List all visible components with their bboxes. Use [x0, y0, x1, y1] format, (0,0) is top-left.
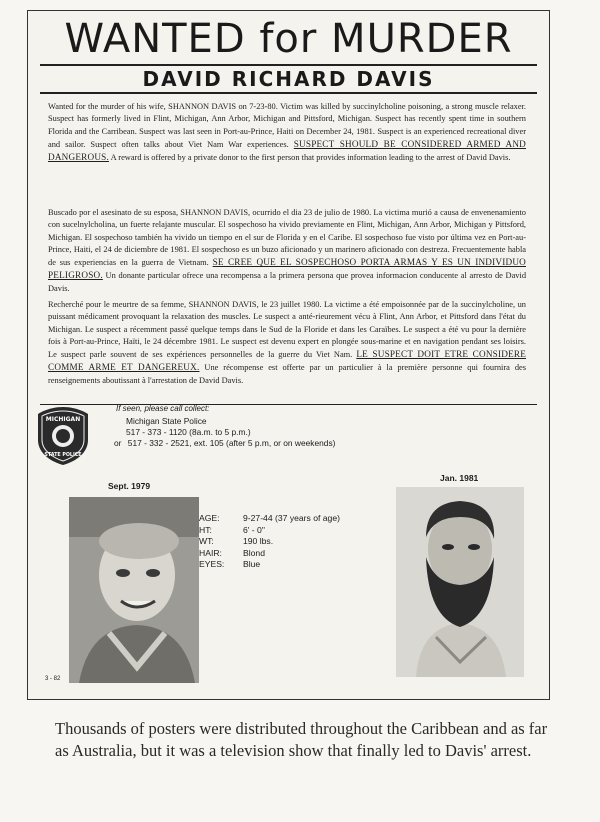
- photo-left-date: Sept. 1979: [108, 481, 151, 491]
- photo-right-date: Jan. 1981: [440, 473, 479, 483]
- police-phone-night: 517 - 332 - 2521, ext. 105 (after 5 p.m, or on weekends): [127, 438, 336, 448]
- spanish-warning: SE CREE QUE EL SOSPECHOSO PORTA ARMAS Y ES UN INDIVIDUO PELIGROSO.: [48, 257, 526, 281]
- stat-age: AGE: 9-27-44 (37 years of age): [199, 513, 340, 523]
- suspect-description: [199, 513, 340, 571]
- contact-block: [36, 404, 506, 474]
- english-paragraph: [48, 101, 526, 164]
- headline-rule: [40, 64, 537, 66]
- svg-text:STATE POLICE: STATE POLICE: [44, 453, 82, 458]
- svg-text:MICHIGAN: MICHIGAN: [45, 416, 81, 423]
- phone-or-label: or: [114, 438, 122, 448]
- suspect-photo-1979: [69, 497, 199, 683]
- book-caption: Thousands of posters were distributed throughout the Caribbean and as far as Australia, but it was a television show that finally led to Davis' arrest.: [55, 719, 548, 760]
- police-agency: Michigan State Police: [126, 416, 207, 426]
- michigan-state-police-seal-icon: [36, 406, 90, 466]
- suspect-name: DAVID RICHARD DAVIS: [142, 67, 435, 91]
- spanish-paragraph: [48, 207, 526, 295]
- stat-eyes: EYES: Blue: [199, 559, 261, 570]
- stat-hair: HAIR: Blond: [199, 547, 265, 558]
- french-text: Recherché pour le meurtre de sa femme, SHANNON DAVIS, le 23 juillet 1980. La victime a été empoisonnée par de la succinylcholine, un puissant médicament provoquant la relaxation des muscles. Le suspect a anté-rieurement vécu à Flint, Ann Arbor, et Pittsford dans l'état du Michigan. Le suspect a récemment passé quelque temps dans le Sud de la Floride et dans les Caraïbes. Le suspect a été vu pour la dernière fois à Port-au-Prince, Haïti, le 24 décembre 1981. Le suspect est devenu expert en plongée sous-marine et en navigation pendant ses loisirs. Le suspect parle souvent de ses expériences personnelles de la guerre du Viet Nam.: [48, 300, 526, 360]
- spanish-text: Buscado por el asesinato de su esposa, SHANNON DAVIS, ocurrido el dia 23 de julio de 1980. La victima murió a causa de envenenamiento con sucelnylcholina, un fuerte relajante muscular. El sospechoso ha vivido previamente en Flint, Michigan, Ann Arbor, Michigan y Pittsford, Michigan. El sospechoso también ha vivido un tiempo en el sur de Florida y en el Caribe. El sospechoso fue visto por última vez en Port-au-Prince, Haiti, el 24 de diciembre de 1981. El sospechoso es un buzo aficionado y un marinero aficionado con destreza. Frecuentemente habla de sus experiencias en la guerra de Vietnam.: [48, 208, 526, 268]
- police-phone-day: 517 - 373 - 1120 (8a.m. to 5 p.m.): [126, 427, 251, 437]
- name-rule: [40, 92, 537, 94]
- police-contact: [114, 416, 336, 449]
- stat-weight: WT: 190 lbs.: [199, 536, 274, 547]
- english-warning: SUSPECT SHOULD BE CONSIDERED ARMED AND DANGEROUS.: [48, 138, 526, 163]
- police-phone-night-row: [114, 438, 335, 449]
- english-text: Wanted for the murder of his wife, SHANNON DAVIS on 7-23-80. Victim was killed by succinylcholine poisoning, a strong muscle relaxer. Suspect has formerly lived in Flint, Michigan, Ann Arbor, Michigan and Pittsford, Michigan. Suspect has recently spent time in southern Florida and the Carribean. Suspect was last seen in Port-au-Prince, Haiti on December 24, 1981. Suspect is an experienced recreational diver and sailor. Suspect often talks about Viet Nam War experiences.: [48, 102, 526, 149]
- french-reward: Une récompense est offerte par un particulier à la première personne qui fournira des renseignements aboutissant à l'arrestation de David Davis.: [48, 363, 526, 385]
- spanish-reward: Un donante particular ofrece una recompensa a la primera persona que provea informacion conducente al arresto de David Davis.: [48, 271, 527, 293]
- poster-headline: WANTED for MURDER: [64, 16, 513, 62]
- english-reward: A reward is offered by a private donor to the first person that provides information leading to the arrest of David Davis.: [110, 153, 511, 163]
- french-paragraph: [48, 299, 526, 387]
- poster-code: 3 - 82: [45, 676, 61, 682]
- french-warning: LE SUSPECT DOIT ETRE CONSIDERE COMME ARME ET DANGEREUX.: [48, 349, 527, 373]
- stat-height: HT: 6' - 0": [199, 524, 265, 535]
- suspect-photo-1981: [396, 487, 524, 677]
- if-seen-text: If seen, please call collect:: [116, 404, 210, 413]
